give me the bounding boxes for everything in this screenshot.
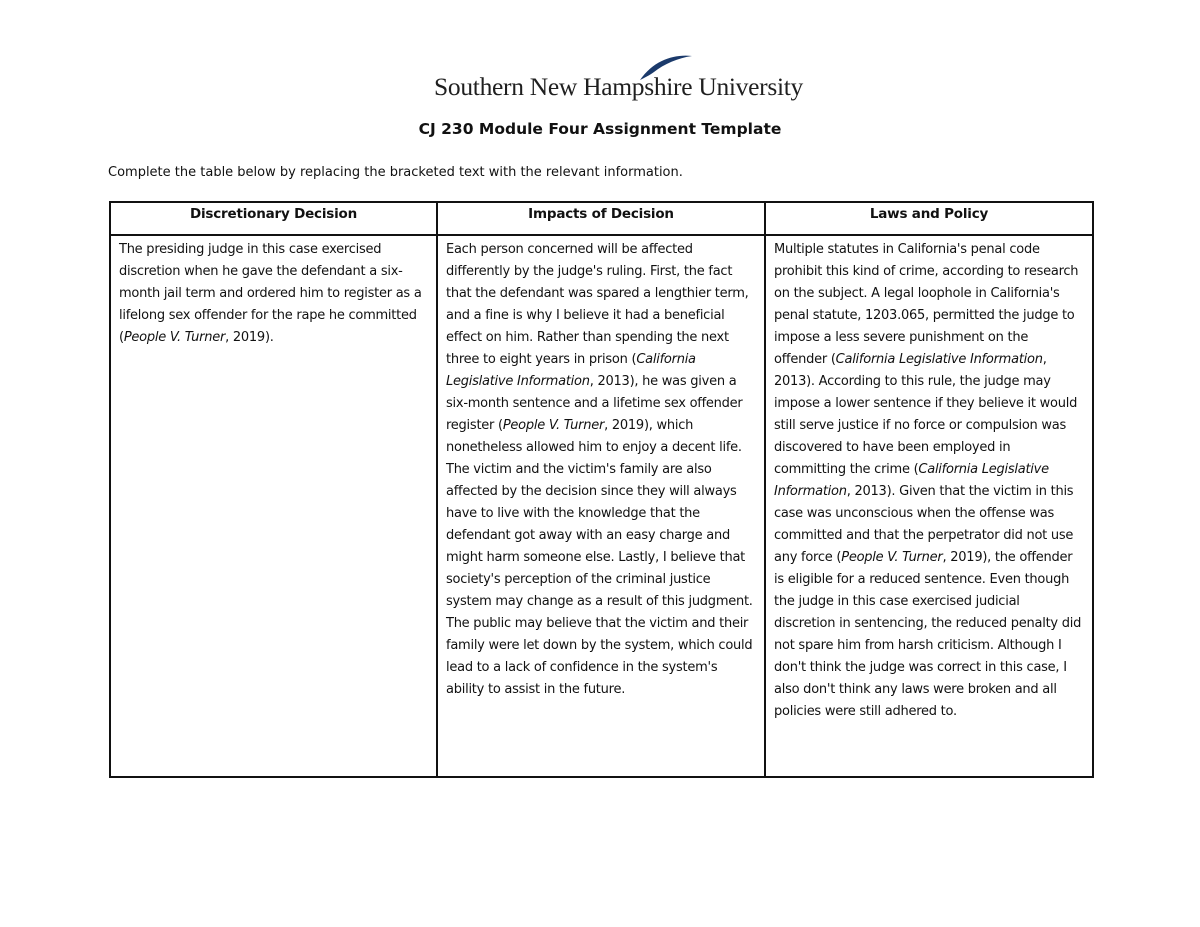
instructions-text: Complete the table below by replacing the bracketed text with the relevant information. <box>108 165 683 180</box>
cell-text-run: , 2013). According to this rule, the judge may impose a lower sentence if they believe it would still serve justice if no force or compulsion was discovered to have been employed in committing the crime ( <box>774 352 1078 477</box>
cell-text <box>119 239 428 349</box>
citation-italic: California Legislative Information <box>835 352 1043 367</box>
cell-laws-and-policy <box>765 235 1093 777</box>
citation-italic: People V. Turner <box>123 330 226 345</box>
cell-impacts-of-decision <box>437 235 765 777</box>
cell-text-run: The presiding judge in this case exercised discretion when he gave the defendant a six-month jail term and ordered him to register as a lifelong sex offender for the rape he committed ( <box>119 242 422 345</box>
cell-text-run: , 2019), which nonetheless allowed him to enjoy a decent life. The victim and the victim's family are also affected by the decision since they will always have to live with the knowledge that the defendant got away with an easy charge and might harm someone else. Lastly, I believe that society's perception of the criminal justice system may change as a result of this judgment. The public may believe that the victim and their family were let down by the system, which could lead to a lack of confidence in the system's ability to assist in the future. <box>446 418 753 697</box>
cell-text-run: , 2019), the offender is eligible for a reduced sentence. Even though the judge in this case exercised judicial discretion in sentencing, the reduced penalty did not spare him from harsh criticism. Although I don't think the judge was correct in this case, I also don't think any laws were broken and all policies were still adhered to. <box>774 550 1082 719</box>
university-logo <box>434 52 803 104</box>
assignment-table <box>109 201 1094 778</box>
table-header-row <box>110 202 1093 235</box>
table-row <box>110 235 1093 777</box>
citation-italic: California Legislative Information <box>774 462 1049 499</box>
cell-text-run: , 2013), he was given a six-month sentence and a lifetime sex offender register ( <box>446 374 743 433</box>
cell-text <box>774 239 1084 723</box>
cell-text-run: , 2013). Given that the victim in this case was unconscious when the offense was committed and that the perpetrator did not use any force ( <box>774 484 1074 565</box>
cell-text-run: , 2019). <box>225 330 274 345</box>
cell-text-run: Multiple statutes in California's penal code prohibit this kind of crime, according to research on the subject. A legal loophole in California's penal statute, 1203.065, permitted the judge to impose a less severe punishment on the offender ( <box>774 242 1079 367</box>
column-header-laws-and-policy: Laws and Policy <box>765 202 1093 235</box>
cell-text <box>446 239 756 701</box>
citation-italic: People V. Turner <box>841 550 943 565</box>
page-title: CJ 230 Module Four Assignment Template <box>418 120 782 138</box>
cell-discretionary-decision <box>110 235 437 777</box>
citation-italic: People V. Turner <box>502 418 605 433</box>
logo-wordmark: Southern New Hampshire University <box>434 72 803 101</box>
cell-text-run: Each person concerned will be affected differently by the judge's ruling. First, the fact that the defendant was spared a lengthier term, and a fine is why I believe it had a beneficial effect on him. Rather than spending the next three to eight years in prison ( <box>446 242 749 367</box>
citation-italic: California Legislative Information <box>446 352 696 389</box>
column-header-impacts-of-decision: Impacts of Decision <box>437 202 765 235</box>
column-header-discretionary-decision: Discretionary Decision <box>110 202 437 235</box>
